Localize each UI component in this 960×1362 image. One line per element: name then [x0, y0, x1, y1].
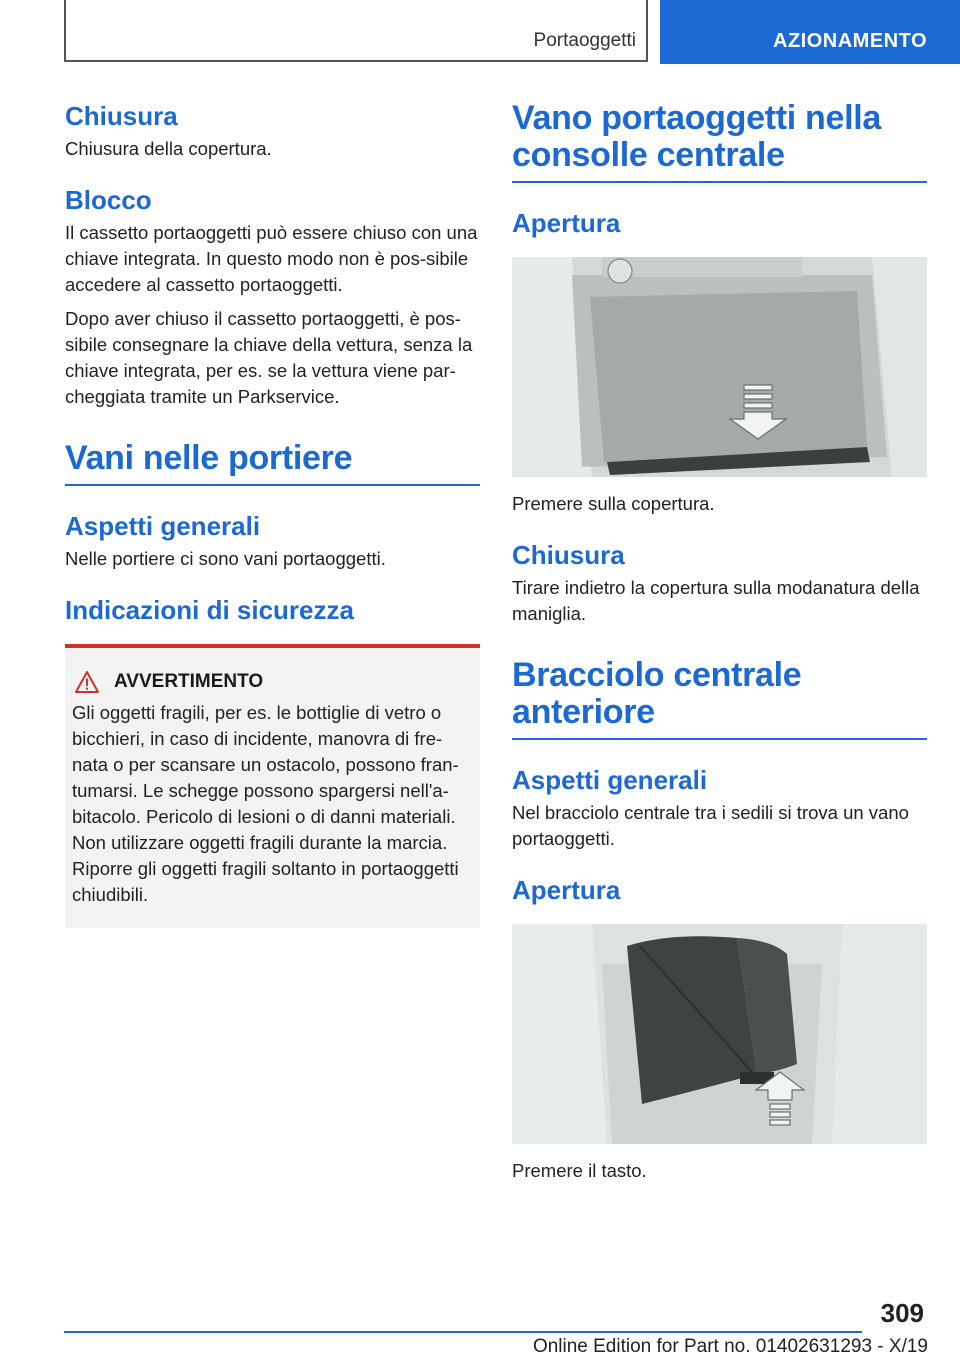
- lock-heading: Blocco: [65, 185, 152, 215]
- warning-text: Gli oggetti fragili, per es. le bottiglie di vetro o bicchieri, in caso di incidente, manovra di fre-nata o per scansare un ostacolo, possono fran-tumarsi. Le schegge possono spargersi nell'a-bitacolo. Pericolo di lesioni o di danni materiali. Non utilizzare oggetti fragili durante la marcia. Riporre gli oggetti fragili soltanto in portaoggetti chiudibili.: [72, 702, 459, 905]
- right-column: [512, 100, 927, 1192]
- console-closing-text: Tirare indietro la copertura sulla modanatura della maniglia.: [512, 577, 920, 624]
- warning-title-row: [72, 670, 472, 694]
- general-heading: Aspetti generali: [65, 511, 261, 541]
- console-closing-heading: Chiusura: [512, 540, 625, 570]
- page-header: [0, 0, 960, 66]
- header-chapter-tab: AZIONAMENTO: [660, 0, 960, 64]
- doors-section-title: Vani nelle portiere: [65, 440, 480, 486]
- footer-edition: Online Edition for Part no. 01402631293 - X/19: [532, 1336, 928, 1357]
- safety-heading: Indicazioni di sicurezza: [65, 595, 354, 625]
- closing-heading: Chiusura: [65, 101, 178, 131]
- console-section-title: Vano portaoggetti nella consolle centrale: [512, 100, 927, 183]
- console-opening-text: Premere sulla copertura.: [512, 493, 715, 514]
- console-cover-illustration: [512, 257, 927, 477]
- armrest-general-text: Nel bracciolo centrale tra i sedili si trova un vano portaoggetti.: [512, 802, 909, 849]
- armrest-opening-heading: Apertura: [512, 875, 621, 905]
- warning-box: [65, 644, 480, 928]
- general-text: Nelle portiere ci sono vani portaoggetti.: [65, 548, 386, 569]
- armrest-general-heading: Aspetti generali: [512, 765, 708, 795]
- warning-triangle-icon: [74, 670, 100, 694]
- lock-text-2: Dopo aver chiuso il cassetto portaoggetti, è pos-sibile consegnare la chiave della vettura, senza la chiave integrata, per es. se la vettura viene par-cheggiata tramite un Parkservice.: [65, 308, 473, 407]
- armrest-opening-text: Premere il tasto.: [512, 1160, 647, 1181]
- page-number: 309: [880, 1298, 924, 1328]
- lock-text-1: Il cassetto portaoggetti può essere chiuso con una chiave integrata. In questo modo non è pos-sibile accedere al cassetto portaoggetti.: [65, 222, 478, 295]
- warning-title: AVVERTIMENTO: [114, 671, 264, 692]
- header-section-title: Portaoggetti: [533, 30, 636, 51]
- closing-text: Chiusura della copertura.: [65, 138, 272, 159]
- console-opening-heading: Apertura: [512, 208, 621, 238]
- footer-divider: [64, 1331, 862, 1333]
- left-column: [65, 100, 480, 928]
- armrest-illustration: [512, 924, 927, 1144]
- armrest-section-title: Bracciolo centrale anteriore: [512, 657, 927, 740]
